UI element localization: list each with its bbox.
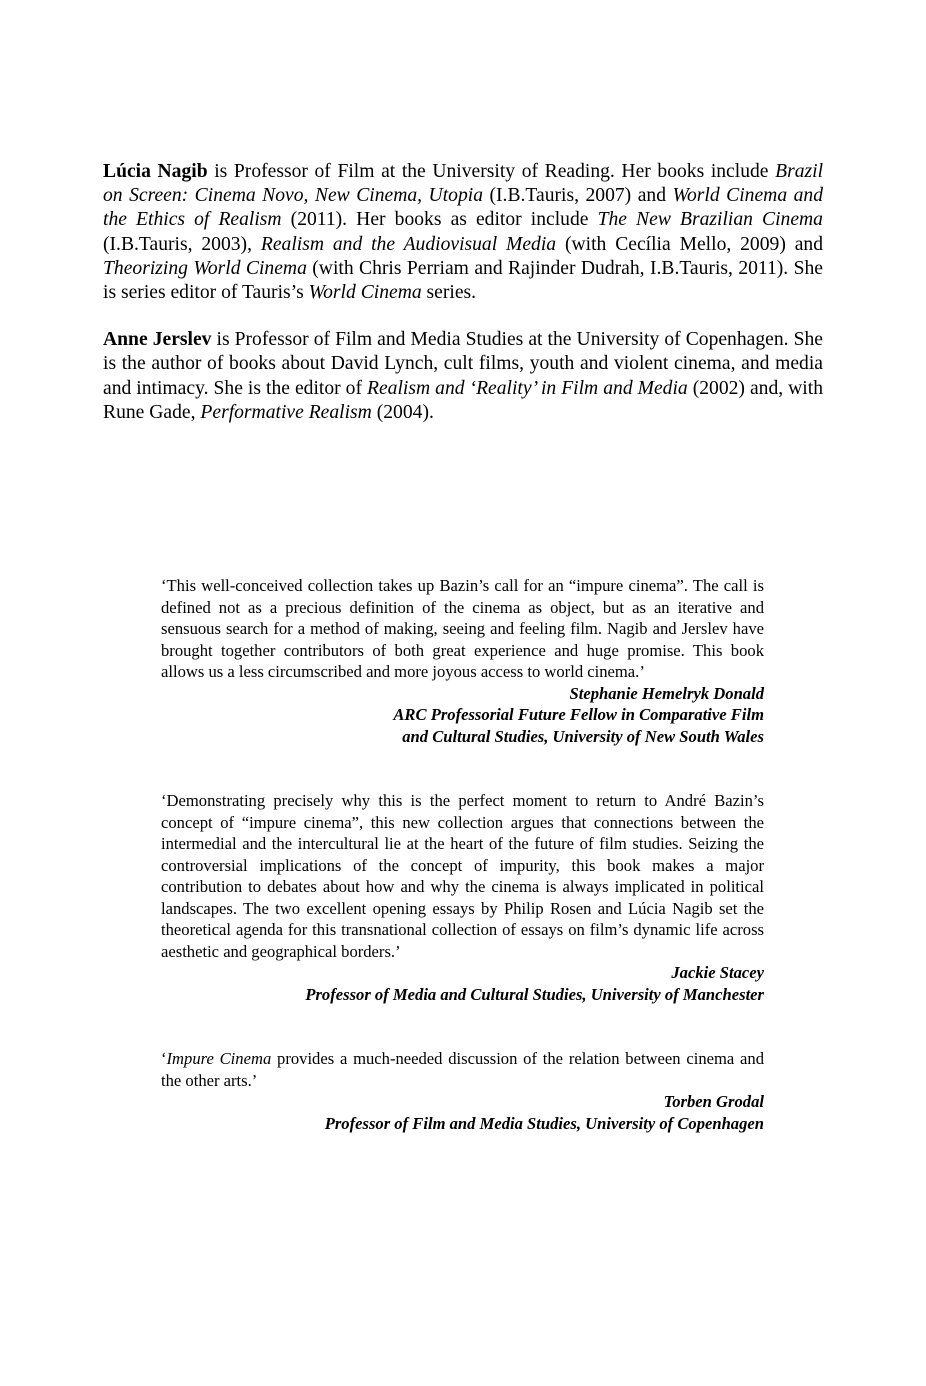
bio-text: (2004).	[371, 401, 434, 423]
book-title: World Cinema and the Ethics of Realism	[103, 185, 824, 231]
bio-text: (I.B.Tauris, 2007) and	[483, 185, 673, 207]
book-title: Theorizing World Cinema	[103, 257, 307, 279]
endorser-title: ARC Professorial Future Fellow in Comparative Film	[393, 705, 764, 724]
endorser-name: Stephanie Hemelryk Donald	[569, 683, 764, 703]
bio-text: (with Chris Perriam and Rajinder Dudrah, I.B.Tauris, 2011). She is series editor of Tauris’s	[103, 257, 823, 304]
endorsement-attribution	[161, 1091, 764, 1134]
book-title: The New Brazilian Cinema	[597, 209, 823, 231]
endorsements	[161, 575, 764, 1134]
book-title: Performative Realism	[200, 401, 372, 423]
endorsement-quote	[161, 575, 764, 683]
author-bios	[103, 160, 823, 448]
bio-text: series.	[421, 282, 477, 304]
bio-text: (I.B.Tauris, 2003),	[103, 233, 261, 255]
bio-text: is Professor of Film and Media Studies at the University of Copenhagen. She is the author of books about David Lynch, cult films, youth and violent cinema, and media and intimacy. She is the editor of	[103, 329, 823, 399]
endorsement-attribution	[161, 683, 764, 748]
bio-lucia-nagib	[103, 160, 823, 305]
endorser-title: Professor of Film and Media Studies, University of Copenhagen	[324, 1113, 764, 1133]
quote-text: provides a much-needed discussion of the relation between cinema and the other arts.’	[161, 1049, 764, 1090]
bio-name: Anne Jerslev	[103, 329, 212, 351]
quote-text: ‘Demonstrating precisely why this is the perfect moment to return to André Bazin’s concept of “impure cinema”, this new collection argues that connections between the intermedial and the intercultural lie at the heart of the future of film studies. Seizing the controversial implications of the concept of impurity, this book makes a major contribution to debates about how and why the cinema is always implicated in political landscapes. The two excellent opening essays by Philip Rosen and Lúcia Nagib set the theoretical agenda for this transnational collection of essays on film’s dynamic life across aesthetic and geographical borders.’	[161, 791, 764, 961]
book-title: Brazil on Screen: Cinema Novo, New Cinema, Utopia	[103, 161, 824, 207]
endorsement-quote	[161, 1048, 764, 1091]
endorser-affiliation: and Cultural Studies, University of New South Wales	[402, 726, 764, 746]
endorsement-stacey	[161, 790, 764, 1005]
quote-text: ‘	[161, 1049, 167, 1068]
book-title: Realism and ‘Reality’ in Film and Media	[367, 377, 688, 399]
series-title: World Cinema	[308, 282, 422, 304]
bio-name: Lúcia Nagib	[103, 161, 208, 182]
endorsement-donald	[161, 575, 764, 747]
endorsement-quote	[161, 790, 764, 962]
endorsement-grodal	[161, 1048, 764, 1134]
endorser-name: Torben Grodal	[663, 1092, 764, 1111]
bio-text: is Professor of Film at the University of Reading. Her books include	[207, 161, 776, 182]
bio-anne-jerslev	[103, 328, 823, 425]
bio-text: (2011). Her books as editor include	[281, 209, 598, 231]
endorser-title: Professor of Media and Cultural Studies, University of Manchester	[305, 984, 764, 1004]
book-title: Impure Cinema	[166, 1049, 272, 1068]
quote-text: ‘This well-conceived collection takes up Bazin’s call for an “impure cinema”. The call is defined not as a precious definition of the cinema as object, but as an iterative and sensuous search for a method of making, seeing and feeling film. Nagib and Jerslev have brought together contributors of both great experience and huge promise. This book allows us a less circumscribed and more joyous access to world cinema.’	[161, 576, 764, 681]
book-title: Realism and the Audiovisual Media	[260, 233, 557, 255]
bio-text: (with Cecília Mello, 2009) and	[556, 233, 824, 255]
endorsement-attribution	[161, 962, 764, 1005]
endorser-name: Jackie Stacey	[671, 963, 764, 982]
bio-text: (2002) and, with Rune Gade,	[103, 377, 823, 423]
